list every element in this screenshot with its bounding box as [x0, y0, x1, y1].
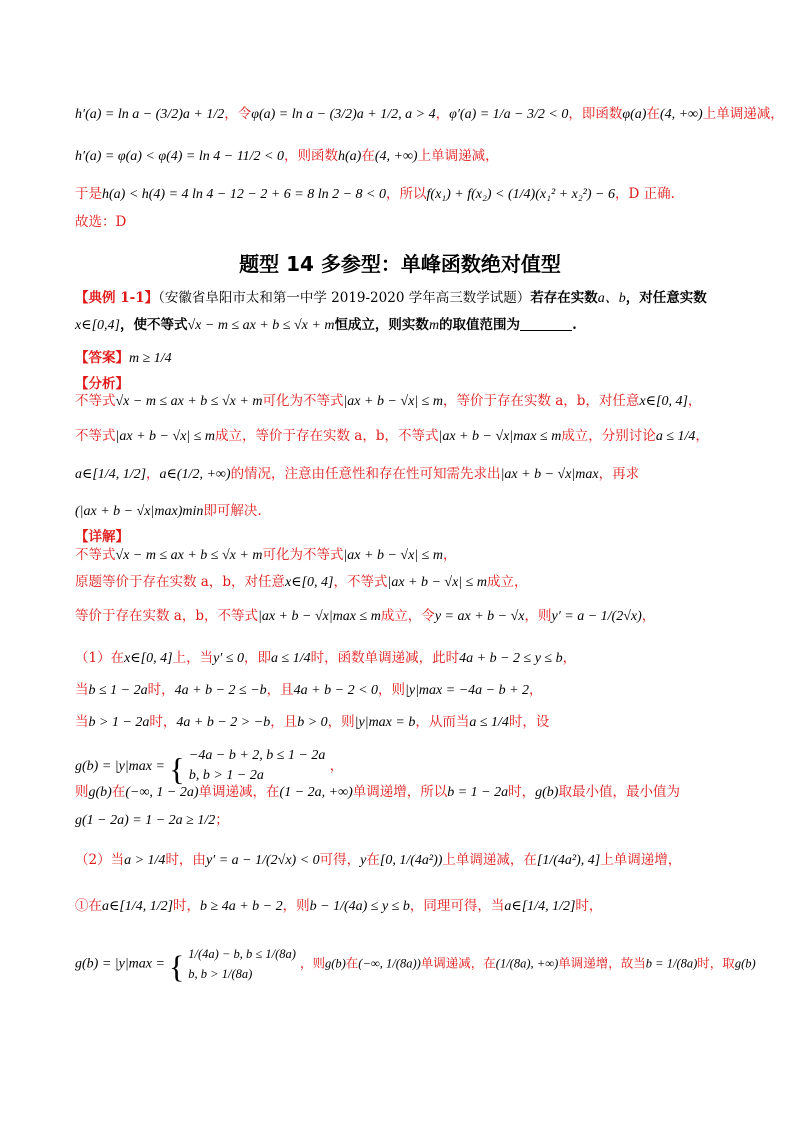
- math: φ(a): [622, 107, 647, 122]
- math: a∈[1/4, 1/2]: [102, 899, 174, 914]
- left-brace: {: [168, 948, 185, 985]
- math: |ax + b − √x|max ≤ m: [438, 429, 562, 444]
- text: ；: [215, 812, 229, 828]
- text: ，同理可得，当: [409, 898, 505, 914]
- text: ，D 正确.: [615, 186, 675, 202]
- problem-line-1: [75, 292, 760, 306]
- math: |ax + b − √x|max: [500, 467, 599, 482]
- text: 不等式: [75, 547, 116, 563]
- line-2: [75, 150, 760, 164]
- math: (1/(8a), +∞): [495, 956, 559, 971]
- math: √x − m ≤ ax + b ≤ √x + m: [115, 394, 263, 409]
- math: [1/(4a²), 4]: [536, 853, 601, 868]
- detail-line-5: [75, 684, 760, 698]
- text: 取: [722, 955, 735, 971]
- math: a∈[1/4, 1/2]: [504, 899, 576, 914]
- text: 可化为不等式: [262, 393, 344, 409]
- math: x∈[0,4]: [75, 318, 120, 333]
- text: 单调递减，在: [420, 955, 496, 971]
- text: 上，当: [172, 650, 214, 666]
- detail-line-1: [75, 549, 760, 563]
- text: 若存在实数: [530, 290, 598, 306]
- text: 上单调递减，: [417, 148, 499, 164]
- detail-line-7: [75, 746, 760, 787]
- text: 成立，分别讨论: [561, 428, 656, 444]
- line-3: [75, 188, 760, 202]
- math: φ(a) = ln a − (3/2)a + 1/2, a > 4: [251, 107, 436, 122]
- math: b − 1/(4a) ≤ y ≤ b: [309, 899, 410, 914]
- analysis-tag: 【分析】: [75, 376, 129, 392]
- analysis-line-3: [75, 468, 760, 482]
- text: ，: [442, 547, 457, 563]
- text: ，: [146, 466, 160, 482]
- math: b > 1 − 2a: [88, 715, 150, 730]
- text: ，所以: [386, 186, 427, 202]
- text: ，即函数: [568, 106, 623, 122]
- math: 4a + b − 2 ≤ y ≤ b: [459, 651, 563, 666]
- math: a∈[1/4, 1/2]: [75, 467, 147, 482]
- math: a ≤ 1/4: [469, 715, 509, 730]
- text: ，等价于存在实数 a，b，对任意: [442, 393, 640, 409]
- text: 可化为不等式: [262, 547, 344, 563]
- math: g(b): [324, 956, 346, 971]
- detail-line-11: [75, 900, 760, 914]
- math: a > 1/4: [124, 853, 166, 868]
- text: ，使不等式: [119, 317, 188, 333]
- math: x∈[0, 4]: [284, 575, 334, 590]
- math: y′ ≤ 0: [213, 651, 245, 666]
- math: b > 0: [297, 715, 328, 730]
- math: (4, +∞): [374, 149, 418, 164]
- math: g(1 − 2a) = 1 − 2a ≥ 1/2: [75, 813, 216, 828]
- math: √x − m ≤ ax + b ≤ √x + m: [115, 548, 263, 563]
- left-brace: {: [169, 750, 185, 787]
- line-4: [75, 216, 760, 230]
- text: 时，: [147, 682, 175, 698]
- text: .: [572, 317, 577, 333]
- line-1: [75, 106, 784, 122]
- text: ，则: [378, 682, 406, 698]
- piece-1: 1/(4a) − b, b ≤ 1/(8a): [188, 947, 296, 961]
- text: 时，: [697, 955, 723, 971]
- math: |y|max = −4a − b + 2: [405, 683, 530, 698]
- text: 上单调递增，: [600, 852, 682, 868]
- detail-tag: 【详解】: [75, 529, 129, 545]
- analysis-tag-line: [75, 378, 760, 392]
- text: ①在: [75, 898, 102, 914]
- math: (1 − 2a, +∞): [279, 785, 353, 800]
- math: |y|max = b: [354, 715, 416, 730]
- text: 时，: [173, 898, 201, 914]
- math: h′(a) = φ(a) < φ(4) = ln 4 − 11/2 < 0: [75, 149, 285, 164]
- math: (4, +∞): [659, 107, 703, 122]
- text: 成立，等价于存在实数 a，b，不等式: [215, 428, 439, 444]
- analysis-line-1: [75, 395, 760, 409]
- piece-2: b, b > 1 − 2a: [188, 768, 264, 784]
- math: 4a + b − 2 > −b: [176, 715, 271, 730]
- answer-value: m ≥ 1/4: [129, 351, 172, 366]
- math: 4a + b − 2 < 0: [293, 683, 379, 698]
- text: 在: [366, 852, 380, 868]
- text: 单调递增，所以: [352, 784, 448, 800]
- math: a ≤ 1/4: [655, 429, 696, 444]
- text: 上单调递减，在: [442, 852, 537, 868]
- text: 时，: [149, 714, 177, 730]
- piece-2: b, b > 1/(8a): [188, 967, 253, 981]
- piecewise: [189, 746, 325, 787]
- answer-tag: 【答案】: [75, 350, 129, 366]
- text: 不等式: [75, 393, 116, 409]
- text: 在: [361, 148, 375, 164]
- text: ，: [529, 682, 543, 698]
- math: |ax + b − √x| ≤ m: [115, 429, 215, 444]
- text: ，: [695, 428, 709, 444]
- math: h(a): [338, 149, 362, 164]
- math: x∈[0, 4]: [124, 651, 173, 666]
- text: ，从而当: [415, 714, 470, 730]
- math: |ax + b − √x| ≤ m: [343, 548, 443, 563]
- text: ，: [435, 106, 450, 122]
- detail-line-8: [75, 786, 760, 800]
- math: b ≥ 4a + b − 2: [200, 899, 283, 914]
- text: 的情况，注意由任意性和存在性可知需先求出: [230, 466, 501, 482]
- text: ，则: [282, 898, 310, 914]
- math: √x − m ≤ ax + b ≤ √x + m: [187, 318, 335, 333]
- text: 时，由: [165, 852, 206, 868]
- example-tag: 【典例 1-1】: [75, 290, 159, 306]
- text: 在: [111, 784, 126, 800]
- text: 当: [75, 682, 89, 698]
- text: ，: [329, 757, 344, 774]
- text: 上单调递减，: [702, 106, 784, 122]
- math: a∈(1/2, +∞): [159, 467, 231, 482]
- text: ，即: [244, 650, 272, 666]
- math: m: [428, 318, 440, 333]
- text: 取最小值，最小值为: [558, 784, 680, 800]
- math: y: [360, 853, 367, 868]
- text: ，且: [270, 714, 298, 730]
- text: 可得，: [319, 852, 361, 868]
- text: 则: [75, 784, 89, 800]
- math: b = 1/(8a): [645, 956, 698, 971]
- piece-1: −4a − b + 2, b ≤ 1 − 2a: [188, 748, 326, 763]
- math: g(b): [535, 785, 559, 800]
- math: g(b): [734, 956, 756, 971]
- detail-line-9: [75, 814, 760, 828]
- math: |ax + b − √x|max ≤ m: [257, 609, 381, 624]
- text: 原题等价于存在实数 a，b，对任意: [75, 574, 285, 590]
- detail-line-10: [75, 854, 760, 868]
- math: b = 1 − 2a: [447, 785, 509, 800]
- math: φ′(a) = 1/a − 3/2 < 0: [449, 107, 569, 122]
- detail-line-12: [75, 944, 760, 984]
- text: 成立，: [486, 574, 528, 590]
- text: （1）在: [75, 650, 125, 666]
- piecewise: [188, 944, 296, 984]
- text: ，则: [327, 714, 355, 730]
- detail-line-6: [75, 716, 760, 730]
- math: g(b): [88, 785, 112, 800]
- text: 时，: [508, 784, 536, 800]
- text: ，: [562, 650, 577, 666]
- text: ，对任意实数: [625, 290, 707, 306]
- text: 在: [646, 106, 660, 122]
- math: g(b) = |y|max =: [75, 758, 165, 774]
- detail-line-2: [75, 576, 760, 590]
- text: 在: [345, 955, 359, 971]
- analysis-line-2: [75, 430, 760, 444]
- math: x∈[0, 4]: [639, 394, 688, 409]
- math: b ≤ 1 − 2a: [88, 683, 148, 698]
- text: 单调递减，在: [198, 784, 280, 800]
- text: 时，: [575, 898, 603, 914]
- text: 恒成立，则实数: [334, 317, 429, 333]
- math: h′(a) = ln a − (3/2)a + 1/2: [75, 107, 225, 122]
- analysis-line-4: [75, 505, 760, 519]
- text: 于是: [75, 186, 102, 202]
- text: ，则: [524, 608, 552, 624]
- section-title: 题型 14 多参型：单峰函数绝对值型: [239, 252, 561, 276]
- math: y′ = a − 1/(2√x) < 0: [205, 853, 320, 868]
- text: ，且: [266, 682, 294, 698]
- answer-line: [75, 352, 760, 366]
- math: g(b) = |y|max =: [75, 956, 165, 972]
- text: ，不等式: [333, 574, 388, 590]
- math: a ≤ 1/4: [271, 651, 311, 666]
- text: （2）当: [75, 852, 125, 868]
- text: 不等式: [75, 428, 116, 444]
- math: (−∞, 1/(8a)): [358, 956, 421, 971]
- text: ，则函数: [284, 148, 339, 164]
- math: y′ = a − 1/(2√x): [551, 609, 642, 624]
- math: |ax + b − √x| ≤ m: [343, 394, 443, 409]
- text: 时，函数单调递减，此时: [310, 650, 460, 666]
- problem-source: （安徽省阜阳市太和第一中学 2019-2020 学年高三数学试题）: [158, 290, 531, 306]
- text: 即可解决.: [203, 503, 262, 519]
- text: 故选：D: [75, 214, 127, 230]
- math: a、b: [597, 291, 626, 306]
- math: [0, 1/(4a²)): [379, 853, 443, 868]
- text: ，令: [224, 106, 252, 122]
- problem-line-2: [75, 318, 760, 333]
- math: f(x₁) + f(x₂) < (1/4)(x₁² + x₂²) − 6: [426, 187, 615, 202]
- math: (|ax + b − √x|max)min: [75, 504, 204, 519]
- text: 当: [75, 714, 89, 730]
- text: ，则: [299, 955, 325, 971]
- text: ，: [687, 393, 702, 409]
- math: 4a + b − 2 ≤ −b: [174, 683, 267, 698]
- math: |ax + b − √x| ≤ m: [387, 575, 487, 590]
- text: 的取值范围为: [439, 317, 521, 333]
- math: h(a) < h(4) = 4 ln 4 − 12 − 2 + 6 = 8 ln 2 − 8 < 0: [102, 187, 387, 202]
- math: (−∞, 1 − 2a): [125, 785, 199, 800]
- math: y = ax + b − √x: [434, 609, 525, 624]
- detail-line-4: [75, 652, 760, 666]
- text: 时，设: [508, 714, 550, 730]
- text: 成立，令: [380, 608, 435, 624]
- answer-blank: [520, 318, 572, 331]
- text: 单调递增，故当: [558, 955, 646, 971]
- text: 等价于存在实数 a，b，不等式: [75, 608, 258, 624]
- text: ，: [641, 608, 656, 624]
- text: ，再求: [598, 466, 640, 482]
- detail-tag-line: [75, 531, 760, 545]
- detail-line-3: [75, 610, 760, 624]
